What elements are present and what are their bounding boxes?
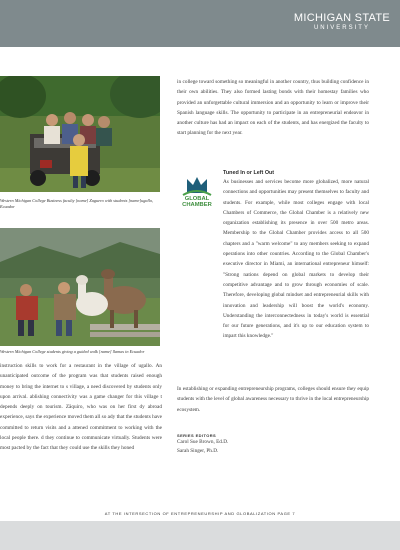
editor-name: Carol Sue Brown, Ed.D. [177, 439, 229, 445]
right-column [177, 77, 369, 139]
left-column [0, 361, 162, 454]
msu-logo-name: MICHIGAN STATE [293, 12, 390, 24]
msu-logo [294, 13, 390, 33]
msu-logo-sub: UNIVERSITY [313, 25, 370, 31]
logo-text-global: GLOBAL [184, 196, 210, 202]
page-footer: AT THE INTERSECTION OF ENTREPRENEURSHIP AND GLOBALIZATION PAGE 7 [104, 511, 296, 516]
photo2-caption: Western Michigan College students giving a guided walk [name] llamas in Ecuador [0, 349, 145, 354]
bottom-band [0, 521, 400, 550]
editors-heading: SERIES EDITORS [177, 433, 217, 438]
section-heading: Tuned In or Left Out [223, 170, 275, 176]
photo1-caption: Western Michigan College Business faculty [name] Zaguero with students [name]ugallo, Ecuador [0, 198, 154, 210]
tuned-section [177, 170, 369, 342]
right-paragraph-3: In establishing or expanding entrepreneurship programs, colleges should ensure they equip students with the level of global awareness necessary to thrive in the local entrepreneurship ecosystem. [177, 386, 369, 413]
right-paragraph-1: in college toward something so meaningful in another country, thus building confidence in their own abilities. They also formed lasting bonds with their homestay families who provided an unforgettable cultural immersion and an opportunity to learn or improve their Spanish language skills. The opportunity to participate in an entrepreneurial endeavor in another culture has had an impact on each of the students, and has energized the faculty to start planning for the next year. [177, 79, 369, 137]
top-banner [0, 0, 400, 47]
right-closing [177, 384, 369, 415]
photo-llamas [0, 228, 160, 346]
logo-text-chamber: CHAMBER [182, 202, 212, 209]
right-paragraph-2: As businesses and services become more globalized, more natural connections and opportunities may present themselves to faculty and students. For example, while most colleges engage with local Chambers of Commerce, the Global Chamber is a relatively new organization establishing its presence in over 500 metro areas. Membership to the Global Chamber provides access to all 500 chapters and a "warm welcome" to any members seeking to expand operations into other countries. According to the Global Chamber's executive director in Miami, an international entrepreneur himself: "Strong nations depend on global markets to develop their competitive advantage and to grow through economies of scale. Therefore, developing global mindset and entrepreneurial skills with innovation and leadership will boost the world's economy. Understanding the interconnectedness in today's world is essential for our future generations, and it's up to our education system to impart this knowledge." [223, 179, 369, 340]
left-paragraph: instruction skills to work for a restaurant in the village of ugallo. An unanticipated outcome of the program was that students raised enough money to bring the internet to s village, a need discovered by students only upon arrival. ablishing connectivity was a game changer for this village t depends deeply on tourism. Zāquiro, who was on her first dy abroad experience, says the experience moved them all so ady that the students have committed to return visits and a attened commitment to working with the local people there. d they continue to communicate virtually. Students were most pacted by the fact that they could use the skills they honed [0, 363, 162, 452]
photo-group-truck [0, 76, 160, 192]
editor-name: Sarah Singer, Ph.D. [177, 448, 219, 454]
series-editors [177, 433, 369, 456]
